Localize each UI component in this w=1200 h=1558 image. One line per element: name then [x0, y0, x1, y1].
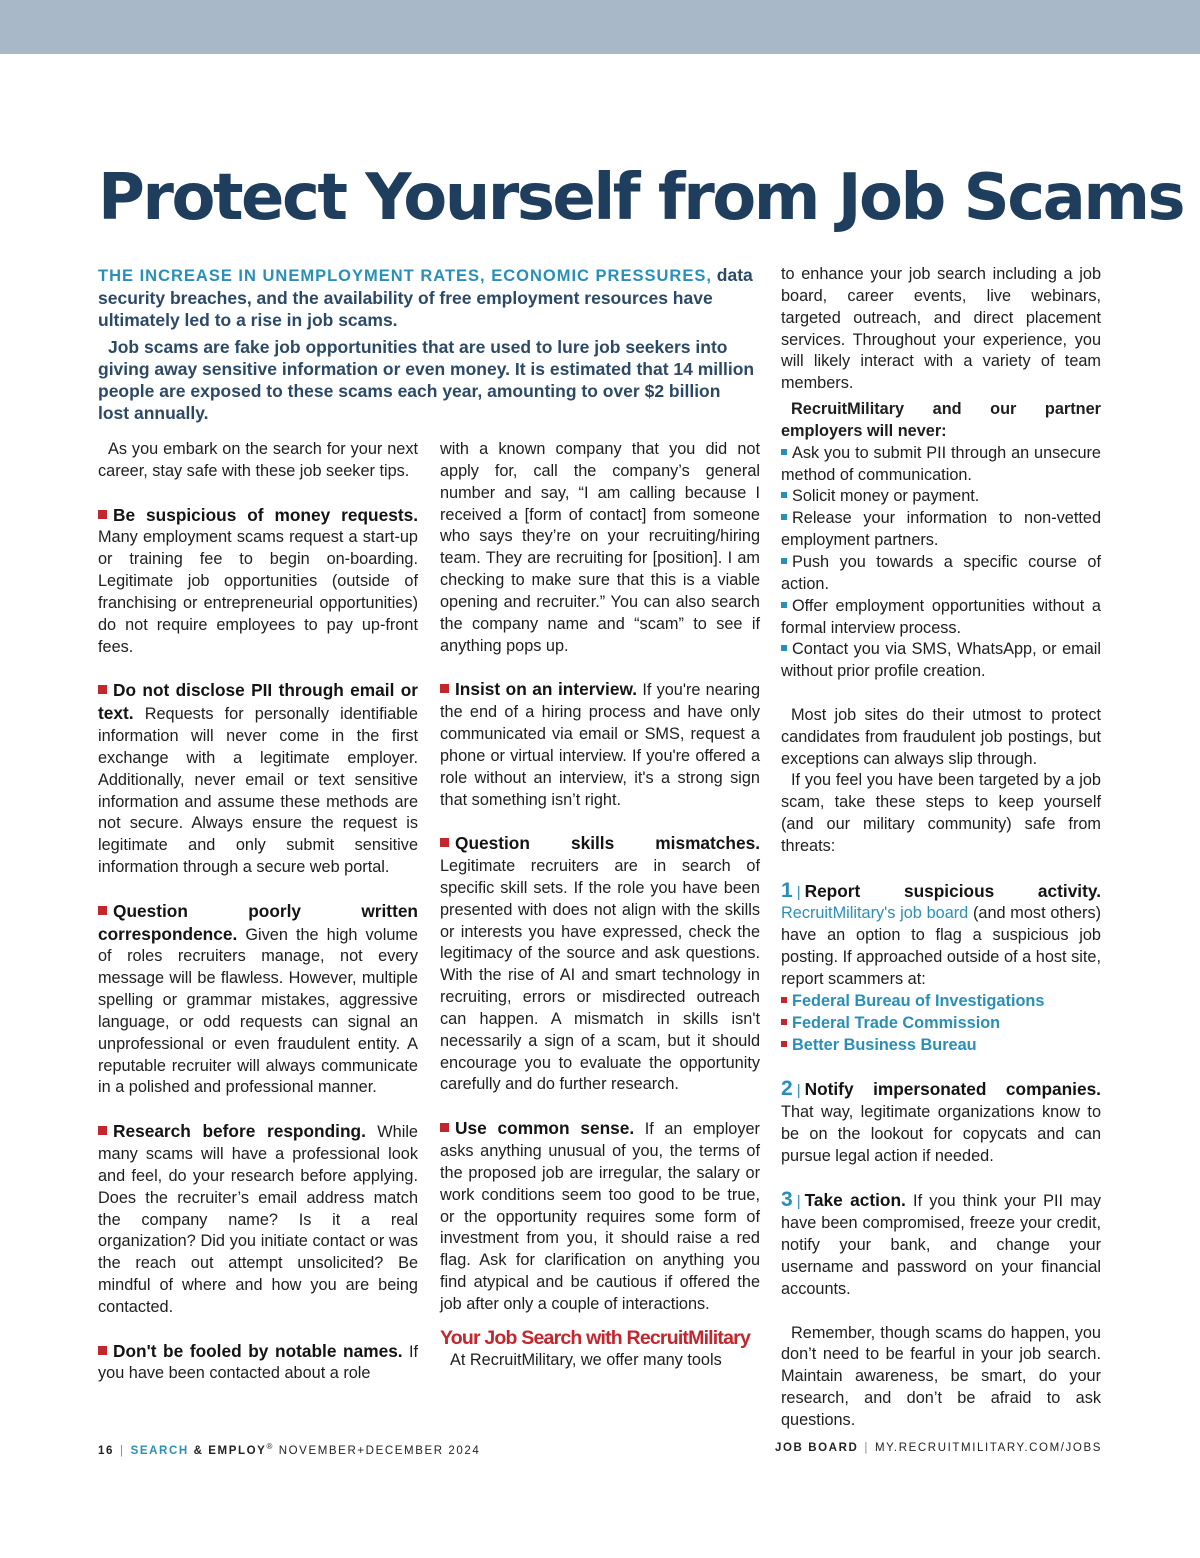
registered-mark: ® [266, 1442, 274, 1451]
closing-paragraph: Remember, though scams do happen, you don’t need to be fearful in your job search. Maintain awareness, be smart, do your research, and don’t be afraid to ask questions. [781, 1323, 1101, 1429]
blue-square-bullet-icon [781, 602, 787, 608]
column-1 [98, 439, 418, 1385]
blue-square-bullet-icon [781, 558, 787, 564]
step-2: 2 | Notify impersonated companies. That way, legitimate organizations know to be on the lookout for copycats and can pursue legal action if needed. [781, 1077, 1101, 1165]
tip-common-sense [440, 1118, 760, 1316]
red-square-bullet-icon [781, 1019, 787, 1025]
footer-left: 16 | SEARCH & EMPLOY® NOVEMBER+DECEMBER 2024 [98, 1442, 481, 1457]
step-body: If you think your PII may have been compromised, freeze your credit, notify your bank, and change your username and password on your financial accounts. [781, 1192, 1101, 1298]
paragraph-if-targeted: If you feel you have been targeted by a job scam, take these steps to keep yourself (and our military community) safe from threats: [781, 771, 1101, 855]
blue-square-bullet-icon [781, 492, 787, 498]
tip-body: If you have been contacted about a role [98, 1342, 418, 1383]
page-title: Protect Yourself from Job Scams [98, 161, 1184, 235]
step-body: (and most others) have an option to flag a suspicious job posting. If approached outside of a host site, report scammers at: [781, 904, 1102, 988]
red-square-bullet-icon [440, 1123, 449, 1132]
tip-heading: Do not disclose PII through email or text. [98, 680, 418, 724]
tip-research [98, 1121, 418, 1319]
tip-notable-names [98, 1341, 418, 1386]
continued-paragraph: to enhance your job search including a job board, career events, live webinars, targeted outreach, and direct placement services. Throughout your experience, you will likely interact with a variety of team members. [781, 265, 1101, 393]
tip-poor-correspondence [98, 901, 418, 1100]
red-square-bullet-icon [98, 1126, 107, 1135]
red-square-bullet-icon [98, 906, 107, 915]
footer-right: JOB BOARD | MY.RECRUITMILITARY.COM/JOBS [774, 1442, 1102, 1454]
publication-employ: & EMPLOY [193, 1445, 267, 1457]
job-board-link[interactable]: RecruitMilitary's job board [781, 904, 969, 923]
red-square-bullet-icon [98, 685, 107, 694]
continued-paragraph: with a known company that you did not apply for, call the company’s general number and say, “I am calling because I received a [form of contact] from someone who says they’re on your recruiting/hiring team. They are recruiting for [position]. I am checking to make sure that this is a viable opening and recruiter.” You can also search the company name and “scam” to see if anything pops up. [440, 440, 760, 655]
red-square-bullet-icon [781, 1041, 787, 1047]
step-body: That way, legitimate organizations know to be on the lookout for copycats and can pursue legal action if needed. [781, 1103, 1101, 1165]
tip-heading: Be suspicious of money requests. [113, 504, 418, 525]
report-link-fbi[interactable]: Federal Bureau of Investigations [781, 991, 1101, 1013]
tip-interview [440, 679, 760, 811]
report-link-ftc[interactable]: Federal Trade Commission [781, 1013, 1101, 1035]
never-list-item: Solicit money or payment. [781, 486, 1101, 508]
tip-heading: Question skills mismatches. [455, 833, 760, 854]
tip-body: If an employer asks anything unusual of you, the terms of the proposed job are irregular, the salary or work conditions seem too good to be true, or the opportunity requires some form of investment from you, it should raise a red flag. Ask for clarification on anything you find atypical and be cautious if offered the job after only a couple of interactions. [440, 1120, 760, 1313]
top-color-band [0, 0, 1200, 54]
tip-heading: Insist on an interview. [455, 679, 638, 700]
red-square-bullet-icon [440, 684, 449, 693]
tip-body: Many employment scams request a start-up or training fee to begin on-boarding. Legitimate job opportunities (outside of franchising or entrepreneurial opportunities) do not require employees to pay up-front fees. [98, 528, 418, 656]
report-link-bbb[interactable]: Better Business Bureau [781, 1035, 1101, 1057]
never-list-item: Ask you to submit PII through an unsecure method of communication. [781, 443, 1101, 484]
blue-square-bullet-icon [781, 514, 787, 520]
paragraph-most-sites: Most job sites do their utmost to protect candidates from fraudulent job postings, but exceptions can always slip through. [781, 705, 1101, 768]
issue-date: NOVEMBER+DECEMBER 2024 [278, 1445, 481, 1457]
never-list-item: Offer employment opportunities without a formal interview process. [781, 596, 1101, 637]
tip-heading: Research before responding. [113, 1121, 366, 1142]
tip-heading: Question poorly written correspondence. [98, 900, 418, 944]
red-square-bullet-icon [440, 838, 449, 847]
tip-body: Legitimate recruiters are in search of specific skill sets. If the role you have been presented with does not align with the skills or interests you have expressed, check the legitimacy of the source and ask questions. With the rise of AI and smart technology in recruiting, errors or misdirected outreach can happen. A mismatch in skills isn't necessarily a sign of a scam, but it should encourage you to evaluate the opportunity carefully and do further research. [440, 857, 760, 1094]
tip-money-requests [98, 505, 418, 659]
tip-body: Requests for personally identifiable information will never come in the first exchange with a legitimate employer. Additionally, never email or text sensitive information and assume these methods are not secure. Always ensure the request is legitimate and only submit sensitive information through a secure web portal. [98, 705, 418, 877]
step-number: 3 [781, 1188, 793, 1212]
tip-skills-mismatch [440, 833, 760, 1096]
intro-paragraph-2: Job scams are fake job opportunities that are used to lure job seekers into giving away sensitive information or even money. It is estimated that 14 million people are exposed to these scams each year, amounting to over $2 billion lost annually. [98, 337, 755, 423]
red-square-bullet-icon [781, 997, 787, 1003]
intro-lead-caps: THE INCREASE IN UNEMPLOYMENT RATES, ECONOMIC PRESSURES, [98, 267, 712, 285]
footer-url[interactable]: MY.RECRUITMILITARY.COM/JOBS [874, 1442, 1102, 1454]
column-2 [440, 439, 760, 1371]
footer-section-label: JOB BOARD [774, 1442, 859, 1454]
publication-search: SEARCH [130, 1445, 189, 1457]
intro-block [98, 264, 756, 429]
never-list-item: Push you towards a specific course of action. [781, 552, 1101, 593]
never-list-item: Release your information to non-vetted employment partners. [781, 509, 1101, 550]
intro-lead-rest: data security breaches, and the availability of free employment resources have ultimately led to a rise in job scams. [98, 265, 753, 330]
subsection-body: At RecruitMilitary, we offer many tools [450, 1350, 722, 1369]
step-heading: Report suspicious activity. [804, 880, 1101, 901]
red-square-bullet-icon [98, 510, 107, 519]
step-1: 1 | Report suspicious activity. RecruitMilitary's job board (and most others) have an option to flag a suspicious job posting. If approached outside of a host site, report scammers at: [781, 878, 1102, 988]
tip-body: If you're nearing the end of a hiring process and have only communicated via email or SMS, request a phone or virtual interview. If you're offered a role without an interview, it's a strong sign that something isn’t right. [440, 681, 760, 809]
tip-body: While many scams will have a professional look and feel, do your research before applying. Does the recruiter’s email address match the company name? Is it a real organization? Did you initiate contact or was the reach out attempt unsolicited? Be mindful of where and how you are being contacted. [98, 1123, 418, 1316]
blue-square-bullet-icon [781, 449, 787, 455]
never-list-item: Contact you via SMS, WhatsApp, or email without prior profile creation. [781, 640, 1101, 681]
column-3 [781, 264, 1101, 1432]
red-square-bullet-icon [98, 1346, 107, 1355]
step-number: 1 [781, 878, 793, 902]
tip-heading: Use common sense. [455, 1118, 635, 1139]
tip-disclose-pii [98, 680, 418, 879]
page-number: 16 [98, 1445, 114, 1457]
tip-body: Given the high volume of roles recruiters manage, not every message will be flawless. However, multiple spelling or grammar mistakes, aggressive language, or odd requests can signal an unprofessional or even fraudulent entity. A reputable recruiter will always communicate in a polished and professional manner. [98, 925, 418, 1097]
step-heading: Notify impersonated companies. [804, 1079, 1101, 1100]
blue-square-bullet-icon [781, 645, 787, 651]
step-heading: Take action. [804, 1190, 906, 1211]
intro-lead [98, 264, 756, 331]
section-subheading: Your Job Search with RecruitMilitary [440, 1326, 750, 1349]
opening-paragraph: As you embark on the search for your next career, stay safe with these job seeker tips. [98, 440, 418, 480]
tip-heading: Don't be fooled by notable names. [113, 1340, 403, 1361]
step-3: 3 | Take action. If you think your PII may have been compromised, freeze your credit, notify your bank, and change your username and password on your financial accounts. [781, 1188, 1101, 1298]
step-number: 2 [781, 1077, 793, 1101]
never-heading: RecruitMilitary and our partner employers will never: [781, 400, 1101, 440]
